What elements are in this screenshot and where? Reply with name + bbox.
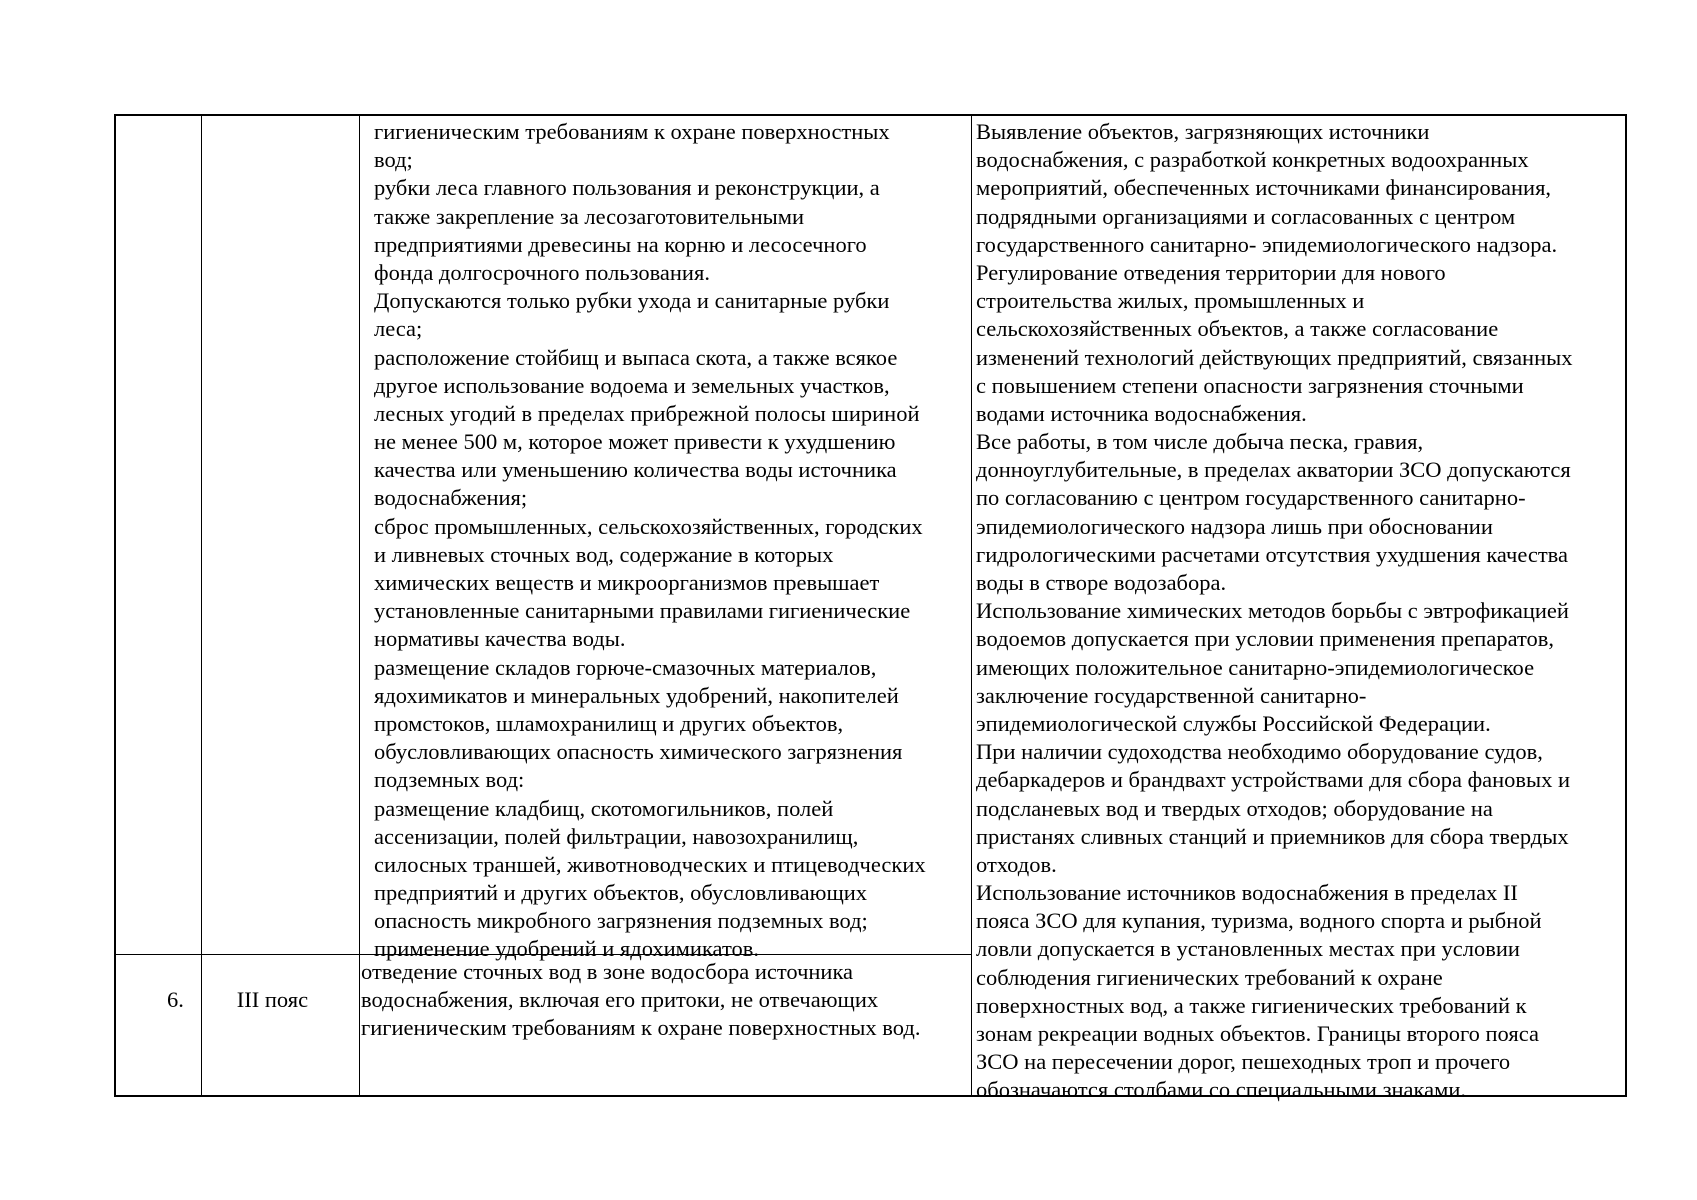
text-line: нормативы качества воды. — [374, 626, 626, 652]
text-line: воды в створе водозабора. — [976, 570, 1227, 595]
text-line: пояса ЗСО для купания, туризма, водного спорта и рыбной — [976, 908, 1542, 934]
text-line: промстоков, шламохранилищ и других объектов, — [374, 710, 844, 736]
text-line: применение удобрений и ядохимикатов. — [374, 936, 759, 962]
text-line: гидрологическими расчетами отсутствия ухудшения качества — [976, 541, 1568, 567]
sanitary-zone-table — [114, 114, 1627, 1103]
row-number: 6. — [166, 987, 184, 1013]
text-line: Допускаются только рубки ухода и санитарные рубки — [374, 288, 890, 314]
text-line: ядохимикатов и минеральных удобрений, накопителей — [374, 682, 899, 708]
text-line: водами источника водоснабжения. — [976, 400, 1307, 426]
text-line: строительства жилых, промышленных и — [976, 288, 1365, 314]
text-line: имеющих положительное санитарно-эпидемиологическое — [976, 654, 1535, 680]
text-line: отведение сточных вод в зоне водосбора источника — [361, 959, 854, 984]
text-line: лесных угодий в пределах прибрежной полосы шириной — [374, 400, 920, 426]
text-line: подрядными организациями и согласованных с центром — [976, 203, 1516, 229]
column-divider-3 — [971, 116, 972, 1095]
text-line: и ливневых сточных вод, содержание в которых — [374, 541, 834, 567]
text-line: не менее 500 м, которое может привести к ухудшению — [374, 429, 896, 455]
text-line: поверхностных вод, а также гигиенических требований к — [976, 992, 1527, 1018]
text-line: Использование химических методов борьбы с эвтрофикацией — [976, 598, 1569, 624]
text-line: предприятий и других объектов, обусловливающих — [374, 880, 868, 906]
text-line: подземных вод: — [374, 767, 525, 793]
text-line: соблюдения гигиенических требований к охране — [976, 964, 1443, 990]
text-line: силосных траншей, животноводческих и птицеводческих — [374, 851, 926, 877]
text-line: донноуглубительные, в пределах акватории ЗСО допускаются — [976, 457, 1571, 483]
text-line: При наличии судоходства необходимо оборудование судов, — [976, 739, 1543, 765]
text-line: дебаркадеров и брандвахт устройствами для сбора фановых и — [976, 767, 1571, 793]
text-line: расположение стойбищ и выпаса скота, а также всякое — [374, 344, 898, 370]
text-line: пристанях сливных станций и приемников для сбора твердых — [976, 823, 1569, 849]
text-line: заключение государственной санитарно- — [976, 682, 1367, 708]
zone-label: III пояс — [236, 987, 309, 1013]
text-line: водоснабжения, включая его притоки, не отвечающих — [361, 987, 879, 1013]
text-line: вод; — [374, 147, 413, 173]
text-line: химических веществ и микроорганизмов превышает — [374, 570, 880, 595]
text-line: по согласованию с центром государственного санитарно- — [976, 485, 1526, 511]
text-line: эпидемиологического надзора лишь при обосновании — [976, 513, 1493, 539]
text-line: с повышением степени опасности загрязнения сточными — [976, 372, 1524, 398]
text-line: ЗСО на пересечении дорог, пешеходных троп и прочего — [976, 1049, 1511, 1075]
text-line: размещение кладбищ, скотомогильников, полей — [374, 795, 834, 821]
row6-number-cell — [116, 958, 201, 1013]
text-line: водоснабжения; — [374, 485, 528, 511]
column-divider-2 — [359, 116, 360, 1095]
row6-requirements-cell — [361, 958, 969, 1094]
text-line: опасность микробного загрязнения подземных вод; — [374, 908, 868, 934]
text-line: обозначаются столбами со специальными знаками. — [976, 1077, 1466, 1103]
text-line: эпидемиологической службы Российской Федерации. — [976, 710, 1491, 736]
text-line: предприятиями древесины на корню и лесосечного — [374, 231, 867, 257]
text-line: гигиеническим требованиям к охране поверхностных вод. — [361, 1015, 921, 1041]
text-line: другое использование водоема и земельных участков, — [374, 372, 890, 398]
text-line: подсланевых вод и твердых отходов; оборудование на — [976, 795, 1493, 821]
text-line: ассенизации, полей фильтрации, навозохранилищ, — [374, 823, 859, 849]
text-line: гигиеническим требованиям к охране поверхностных — [374, 119, 890, 144]
text-line: Использование источников водоснабжения в пределах II — [976, 880, 1518, 906]
text-line: Выявление объектов, загрязняющих источники — [976, 119, 1430, 144]
text-line: рубки леса главного пользования и реконструкции, а — [374, 175, 880, 201]
text-line: сельскохозяйственных объектов, а также согласование — [976, 316, 1499, 342]
text-line: зонам рекреации водных объектов. Границы второго пояса — [976, 1021, 1539, 1046]
text-line: леса; — [374, 316, 423, 342]
text-line: сброс промышленных, сельскохозяйственных, городских — [374, 513, 923, 539]
row5-requirements-cell — [374, 118, 968, 962]
text-line: Все работы, в том числе добыча песка, гравия, — [976, 429, 1424, 455]
text-line: фонда долгосрочного пользования. — [374, 259, 710, 285]
column-divider-1 — [201, 116, 202, 1095]
row6-zone-cell — [203, 958, 357, 1013]
text-line: ловли допускается в установленных местах при условии — [976, 936, 1520, 962]
text-line: качества или уменьшению количества воды источника — [374, 457, 897, 483]
text-line: мероприятий, обеспеченных источниками финансирования, — [976, 175, 1552, 201]
text-line: водоемов допускается при условии применения препаратов, — [976, 626, 1555, 652]
text-line: установленные санитарными правилами гигиенические — [374, 598, 911, 624]
text-line: также закрепление за лесозаготовительными — [374, 203, 805, 229]
text-line: государственного санитарно- эпидемиологического надзора. — [976, 231, 1558, 257]
measures-cell — [976, 118, 1626, 1103]
text-line: отходов. — [976, 851, 1057, 877]
text-line: Регулирование отведения территории для нового — [976, 259, 1446, 285]
text-line: водоснабжения, с разработкой конкретных водоохранных — [976, 147, 1529, 173]
text-line: обусловливающих опасность химического загрязнения — [374, 739, 903, 765]
text-line: изменений технологий действующих предприятий, связанных — [976, 344, 1573, 370]
text-line: размещение складов горюче-смазочных материалов, — [374, 654, 877, 680]
